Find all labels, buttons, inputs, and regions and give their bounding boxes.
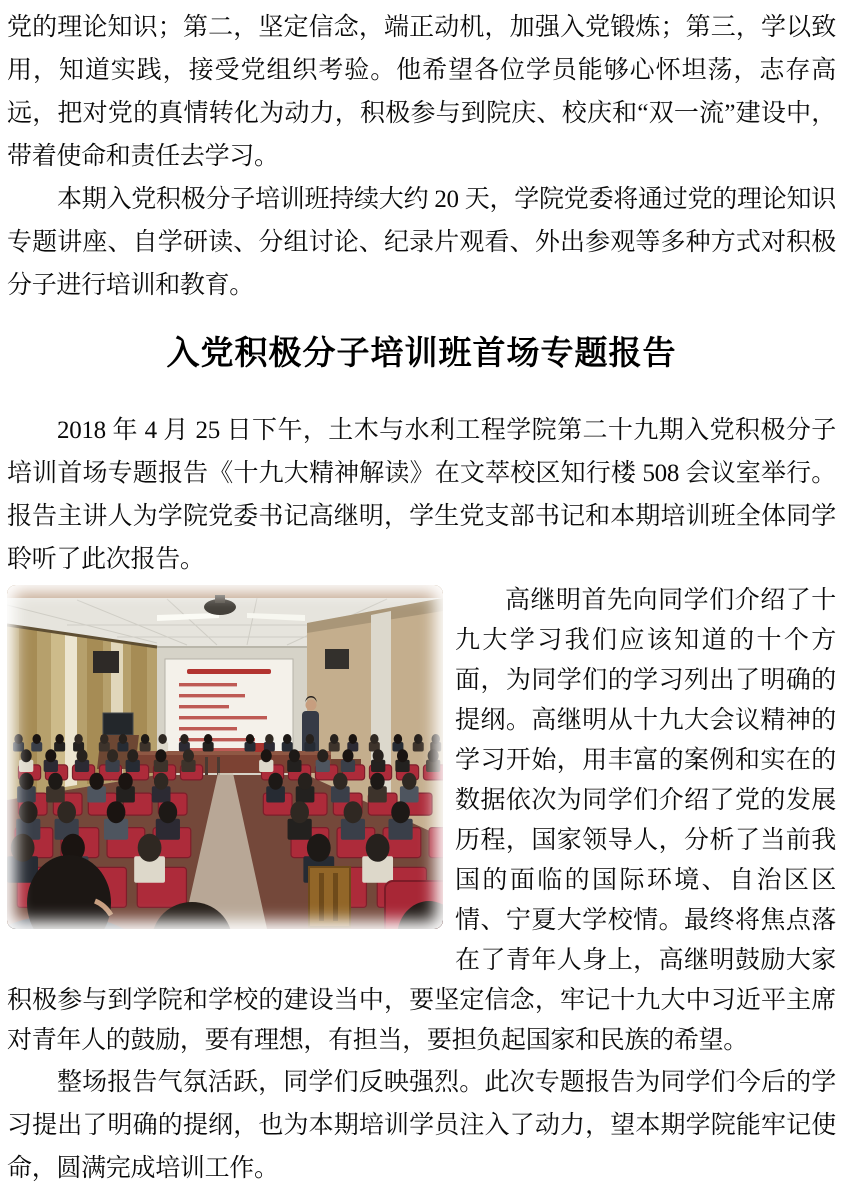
- paragraph-3: 2018 年 4 月 25 日下午，土木与水利工程学院第二十九期入党积极分子培训首场专题报告《十九大精神解读》在文萃校区知行楼 508 会议室举行。报告主讲人为学院党委书记高继明，学生党支部书记和本期培训班全体同学聆听了此次报告。: [7, 417, 836, 573]
- paragraph-2: 本期入党积极分子培训班持续大约 20 天，学院党委将通过党的理论知识专题讲座、自学研读、分组讨论、纪录片观看、外出参观等多种方式对积极分子进行培训和教育。: [7, 186, 836, 299]
- paragraph-1: 党的理论知识；第二，坚定信念，端正动机，加强入党锻炼；第三，学以致用，知道实践，接受党组织考验。他希望各位学员能够心怀坦荡，志存高远，把对党的真情转化为动力，积极参与到院庆、校庆和“双一流”建设中，带着使命和责任去学习。: [7, 14, 836, 170]
- article-title: 入党积极分子培训班首场专题报告: [166, 336, 677, 372]
- paragraph-5: 整场报告气氛活跃，同学们反映强烈。此次专题报告为同学们今后的学习提出了明确的提纲，也为本期培训学员注入了动力，望本期学院能牢记使命，圆满完成培训工作。: [7, 1069, 836, 1182]
- classroom-photo: [7, 585, 443, 929]
- paragraph-4: 高继明首先向同学们介绍了十九大学习我们应该知道的十个方面，为同学们的学习列出了明确的提纲。高继明从十九大会议精神的学习开始，用丰富的案例和实在的数据依次为同学们介绍了党的发展历程，国家领导人，分析了当前我国的面临的国际环境、自治区区情、宁夏大学校情。最终将焦点落在了青年人身上，高继明鼓励大家积极参与到学院和学校的建设当中，要坚定信念，牢记十九大中习近平主席对青年人的鼓励，要有理想，有担当，要担负起国家和民族的希望。: [7, 587, 836, 1054]
- classroom-photo-illustration: [7, 585, 443, 929]
